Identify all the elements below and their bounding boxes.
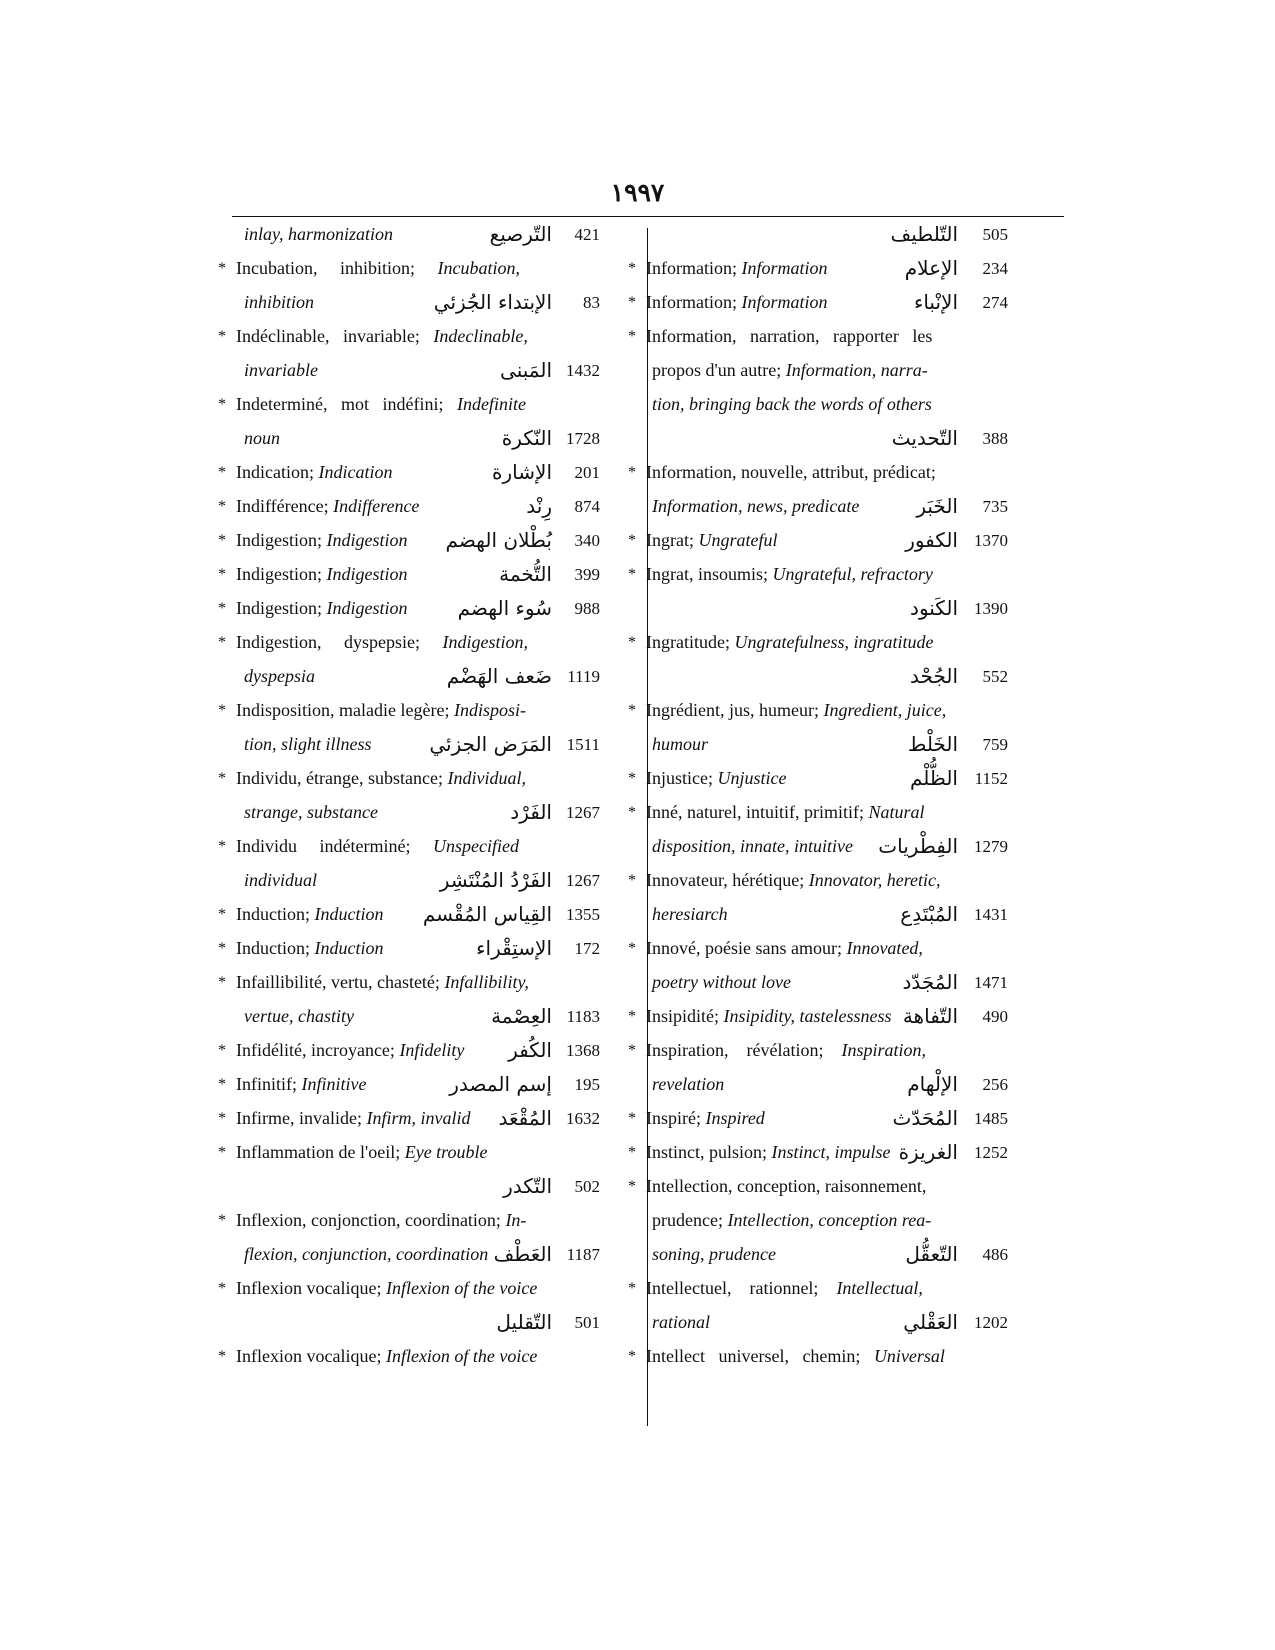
entry-text: Indigestion, dyspepsie; Indigestion,	[236, 632, 528, 652]
entry-number: 399	[574, 565, 600, 584]
entry-arabic-term: التّكدر	[503, 1174, 552, 1198]
entry-arabic-term: الإستِقْراء	[476, 936, 552, 960]
entry-arabic-term: المُقْعَد	[498, 1106, 552, 1130]
entry-bullet: *	[218, 1144, 226, 1161]
entry-line	[0, 625, 1275, 660]
entry-text: Infidélité, incroyance; Infidelity	[236, 1040, 465, 1060]
entry-text: humour	[652, 734, 709, 754]
entry-bullet: *	[218, 1280, 226, 1297]
entry-bullet: *	[628, 1110, 636, 1127]
entry-text: Inflexion vocalique; Inflexion of the voice	[236, 1346, 538, 1366]
entry-text: inlay, harmonization	[244, 224, 394, 244]
entry-text: Indigestion; Indigestion	[236, 598, 408, 618]
entry-text: soning, prudence	[652, 1244, 776, 1264]
entry-text: Indeterminé, mot indéfini; Indefinite	[236, 394, 526, 414]
entry-text: tion, slight illness	[244, 734, 372, 754]
entry-number: 502	[574, 1177, 600, 1196]
entry-text: invariable	[244, 360, 318, 380]
entry-text: Intellectuel, rationnel; Intellectual,	[646, 1278, 923, 1298]
entry-number: 1432	[566, 361, 600, 380]
entry-arabic-term: الإشارة	[492, 460, 552, 484]
entry-text: Indisposition, maladie legère; Indisposi-	[236, 700, 526, 720]
entry-arabic-term: الخَلْط	[907, 732, 958, 756]
entry-text: Intellect universel, chemin; Universal	[646, 1346, 945, 1366]
entry-text: Insipidité; Insipidity, tastelessness	[646, 1006, 892, 1026]
entry-arabic-term: سُوء الهضم	[457, 596, 552, 620]
entry-line	[0, 897, 1275, 932]
entry-line	[0, 965, 1275, 1000]
entry-number: 1728	[566, 429, 600, 448]
entry-text: flexion, conjunction, coordination	[244, 1244, 489, 1264]
entry-bullet: *	[218, 1212, 226, 1229]
entry-number: 340	[574, 531, 600, 550]
entry-line	[0, 591, 1275, 626]
entry-number: 1152	[974, 769, 1008, 788]
entry-line	[0, 1237, 1275, 1272]
entry-bullet: *	[218, 1110, 226, 1127]
entry-bullet: *	[628, 702, 636, 719]
entry-bullet: *	[218, 1076, 226, 1093]
entry-line	[0, 1067, 1275, 1102]
entry-arabic-term: التّفاهة	[902, 1004, 958, 1028]
entry-bullet: *	[218, 1042, 226, 1059]
entry-line	[0, 1305, 1275, 1340]
entry-text: noun	[244, 428, 280, 448]
entry-arabic-term: التّقليل	[496, 1310, 552, 1334]
entry-text: vertue, chastity	[244, 1006, 354, 1026]
entry-number: 83	[583, 293, 600, 312]
entry-arabic-term: الخَبَر	[916, 494, 958, 518]
entry-text: Instinct, pulsion; Instinct, impulse	[646, 1142, 891, 1162]
entry-text: heresiarch	[652, 904, 728, 924]
entry-arabic-term: التّحديث	[891, 426, 958, 450]
entry-arabic-term: الفِطْريات	[878, 834, 958, 858]
entry-bullet: *	[218, 260, 226, 277]
entry-text: Injustice; Unjustice	[646, 768, 787, 788]
entry-number: 735	[982, 497, 1008, 516]
entry-number: 1471	[974, 973, 1008, 992]
entry-text: Incubation, inhibition; Incubation,	[236, 258, 520, 278]
entry-arabic-term: المَرَض الجزئي	[429, 732, 552, 756]
entry-text: Information, nouvelle, attribut, prédicat;	[646, 462, 936, 482]
entry-text: poetry without love	[652, 972, 791, 992]
entry-line	[0, 1169, 1275, 1204]
entry-text: Inflammation de l'oeil; Eye trouble	[236, 1142, 488, 1162]
entry-bullet: *	[628, 940, 636, 957]
entry-arabic-term: التّرصيع	[489, 222, 552, 246]
entry-bullet: *	[628, 532, 636, 549]
entry-line	[0, 489, 1275, 524]
entry-number: 490	[982, 1007, 1008, 1026]
entry-text: rational	[652, 1312, 711, 1332]
entry-bullet: *	[628, 1042, 636, 1059]
entry-text: Information, news, predicate	[652, 496, 860, 516]
entry-number: 195	[574, 1075, 600, 1094]
entry-arabic-term: الفَرْد	[510, 800, 552, 824]
entry-arabic-term: العَطْف	[493, 1242, 552, 1266]
entry-text: Indication; Indication	[236, 462, 393, 482]
entry-text: Information, narration, rapporter les	[646, 326, 933, 346]
entry-number: 988	[574, 599, 600, 618]
entry-text: Induction; Induction	[236, 904, 384, 924]
entry-number: 201	[574, 463, 600, 482]
entry-bullet: *	[218, 838, 226, 855]
entry-bullet: *	[218, 328, 226, 345]
entry-text: Information; Information	[646, 258, 828, 278]
entry-text: Infinitif; Infinitive	[236, 1074, 367, 1094]
entry-text: Individu, étrange, substance; Individual,	[236, 768, 526, 788]
entry-arabic-term: الكُفر	[508, 1038, 552, 1062]
entry-bullet: *	[628, 328, 636, 345]
entry-bullet: *	[628, 770, 636, 787]
entry-number: 1267	[566, 871, 600, 890]
entry-number: 1183	[566, 1007, 600, 1026]
page-number: ١٩٩٧	[610, 180, 665, 207]
entry-bullet: *	[218, 906, 226, 923]
entry-line	[0, 1101, 1275, 1136]
entry-arabic-term: النّكرة	[501, 426, 552, 450]
entry-text: Induction; Induction	[236, 938, 384, 958]
entry-text: Ingrat; Ungrateful	[646, 530, 778, 550]
entry-arabic-term: ضَعف الهَضْم	[446, 664, 552, 688]
entry-line	[0, 999, 1275, 1034]
entry-bullet: *	[628, 1348, 636, 1365]
entry-number: 501	[574, 1313, 600, 1332]
entry-number: 486	[982, 1245, 1008, 1264]
entry-line	[0, 1033, 1275, 1068]
entry-bullet: *	[218, 940, 226, 957]
entry-number: 421	[574, 225, 600, 244]
entry-line	[0, 727, 1275, 762]
entry-arabic-term: الكفور	[905, 528, 958, 552]
entry-number: 1368	[566, 1041, 600, 1060]
entry-text: strange, substance	[244, 802, 378, 822]
entry-number: 552	[982, 667, 1008, 686]
entry-number: 234	[982, 259, 1008, 278]
entry-arabic-term: الإنْباء	[913, 290, 958, 314]
entry-line	[0, 863, 1275, 898]
entry-arabic-term: العَقْلي	[903, 1310, 958, 1334]
entry-text: Inné, naturel, intuitif, primitif; Natural	[646, 802, 925, 822]
entry-bullet: *	[628, 260, 636, 277]
entry-text: propos d'un autre; Information, narra-	[652, 360, 928, 380]
entry-arabic-term: الإعلام	[904, 256, 958, 280]
entry-arabic-term: المُحَدّث	[892, 1106, 958, 1130]
entry-line	[0, 1271, 1275, 1306]
entry-bullet: *	[218, 974, 226, 991]
entry-line	[0, 557, 1275, 592]
entry-text: Indifférence; Indifference	[236, 496, 420, 516]
entry-text: Innové, poésie sans amour; Innovated,	[646, 938, 923, 958]
entry-line	[0, 1203, 1275, 1238]
entry-arabic-term: الإلْهام	[907, 1072, 958, 1096]
entry-arabic-term: المُجَدّد	[902, 970, 958, 994]
entry-bullet: *	[628, 872, 636, 889]
entry-number: 172	[574, 939, 600, 958]
entry-bullet: *	[218, 498, 226, 515]
entry-text: individual	[244, 870, 317, 890]
entry-text: Indigestion; Indigestion	[236, 530, 408, 550]
entry-bullet: *	[628, 634, 636, 651]
entry-bullet: *	[218, 532, 226, 549]
entry-bullet: *	[218, 464, 226, 481]
entry-bullet: *	[628, 294, 636, 311]
entry-text: disposition, innate, intuitive	[652, 836, 853, 856]
entry-arabic-term: العِصْمة	[491, 1004, 552, 1028]
entry-number: 1279	[974, 837, 1008, 856]
entry-text: Inspiration, révélation; Inspiration,	[646, 1040, 926, 1060]
entry-number: 1431	[974, 905, 1008, 924]
entry-line	[0, 387, 1275, 422]
entry-line	[0, 319, 1275, 354]
entry-text: prudence; Intellection, conception rea-	[652, 1210, 932, 1230]
entry-text: Indéclinable, invariable; Indeclinable,	[236, 326, 528, 346]
entry-line	[0, 1339, 1275, 1374]
entry-arabic-term: الكَنود	[910, 596, 958, 620]
entry-text: Indigestion; Indigestion	[236, 564, 408, 584]
entry-number: 1187	[566, 1245, 600, 1264]
entry-line	[0, 251, 1275, 286]
entry-bullet: *	[218, 634, 226, 651]
entry-arabic-term: المُبْتَدِع	[900, 902, 958, 926]
entry-line	[0, 761, 1275, 796]
entry-line	[0, 1135, 1275, 1170]
entry-number: 1119	[567, 667, 600, 686]
entry-text: Inflexion vocalique; Inflexion of the voice	[236, 1278, 538, 1298]
entry-line	[0, 931, 1275, 966]
entry-line	[0, 285, 1275, 320]
entry-number: 1390	[974, 599, 1008, 618]
entry-text: Ingratitude; Ungratefulness, ingratitude	[646, 632, 934, 652]
entry-number: 1511	[566, 735, 600, 754]
entry-line	[0, 693, 1275, 728]
entry-text: dyspepsia	[244, 666, 315, 686]
entry-arabic-term: الفَرْدُ المُنْتَشِر	[439, 868, 552, 892]
entry-bullet: *	[628, 566, 636, 583]
entry-arabic-term: الإبتداء الجُزئي	[433, 290, 552, 314]
entry-text: Infaillibilité, vertu, chasteté; Infallibility,	[236, 972, 529, 992]
entry-text: inhibition	[244, 292, 315, 312]
entry-bullet: *	[628, 464, 636, 481]
entry-text: revelation	[652, 1074, 725, 1094]
entry-bullet: *	[218, 396, 226, 413]
entry-number: 256	[982, 1075, 1008, 1094]
entry-text: Intellection, conception, raisonnement,	[646, 1176, 927, 1196]
entry-arabic-term: بُطْلان الهضم	[445, 528, 552, 552]
entry-number: 1252	[974, 1143, 1008, 1162]
entry-line	[0, 353, 1275, 388]
entry-arabic-term: المَبنى	[500, 358, 552, 382]
entry-number: 1355	[566, 905, 600, 924]
entry-line	[0, 829, 1275, 864]
entry-text: Inspiré; Inspired	[646, 1108, 765, 1128]
entry-arabic-term: الظُّلْم	[910, 766, 958, 790]
entry-line	[0, 659, 1275, 694]
entry-line	[0, 217, 1275, 252]
entry-bullet: *	[218, 702, 226, 719]
entry-text: Individu indéterminé; Unspecified	[236, 836, 519, 856]
entry-number: 1202	[974, 1313, 1008, 1332]
entry-line	[0, 421, 1275, 456]
entry-text: Ingrat, insoumis; Ungrateful, refractory	[646, 564, 933, 584]
entry-number: 1370	[974, 531, 1008, 550]
entry-arabic-term: الغريزة	[898, 1140, 958, 1164]
entry-text: Information; Information	[646, 292, 828, 312]
entry-bullet: *	[218, 1348, 226, 1365]
entry-number: 388	[982, 429, 1008, 448]
entry-arabic-term: القِياس المُقْسم	[422, 902, 552, 926]
entry-bullet: *	[628, 1178, 636, 1195]
entry-bullet: *	[218, 600, 226, 617]
entry-number: 1485	[974, 1109, 1008, 1128]
entry-text: Ingrédient, jus, humeur; Ingredient, juice,	[646, 700, 947, 720]
entry-text: Inflexion, conjonction, coordination; In-	[236, 1210, 527, 1230]
entry-bullet: *	[628, 804, 636, 821]
entry-text: Infirme, invalide; Infirm, invalid	[236, 1108, 471, 1128]
entry-bullet: *	[628, 1008, 636, 1025]
entry-arabic-term: إسم المصدر	[449, 1072, 552, 1096]
entry-bullet: *	[218, 566, 226, 583]
entry-bullet: *	[628, 1144, 636, 1161]
entry-arabic-term: التُّخمة	[499, 562, 552, 586]
entry-arabic-term: الجُحْد	[910, 664, 958, 688]
entry-number: 505	[982, 225, 1008, 244]
entry-text: Innovateur, hérétique; Innovator, heretic,	[646, 870, 941, 890]
entry-line	[0, 455, 1275, 490]
entry-arabic-term: رِنْد	[526, 494, 552, 518]
entry-arabic-term: التّعقُّل	[905, 1242, 958, 1266]
entry-number: 1267	[566, 803, 600, 822]
entry-line	[0, 795, 1275, 830]
entry-number: 759	[982, 735, 1008, 754]
entry-arabic-term: التّلطيف	[890, 222, 958, 246]
entry-number: 874	[574, 497, 600, 516]
entry-bullet: *	[628, 1280, 636, 1297]
entry-bullet: *	[218, 770, 226, 787]
entry-line	[0, 523, 1275, 558]
entry-number: 274	[982, 293, 1008, 312]
entry-text: tion, bringing back the words of others	[652, 394, 932, 414]
entry-number: 1632	[566, 1109, 600, 1128]
